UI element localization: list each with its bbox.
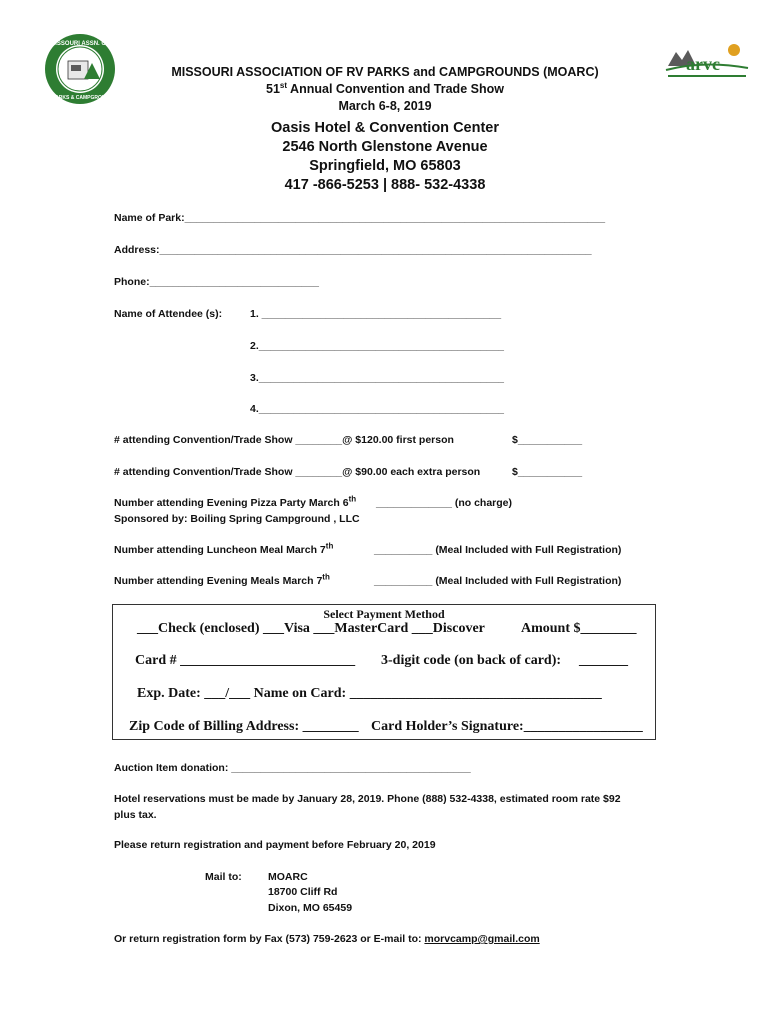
mail-address-line2: 18700 Cliff Rd [268,886,338,898]
security-code-label: 3-digit code (on back of card): [381,653,562,668]
return-deadline: Please return registration and payment before February 20, 2019 [114,839,436,851]
first-person-amount-field[interactable]: $___________ [512,434,583,446]
extra-person-count-field[interactable]: # attending Convention/Trade Show ________@ $90.00 each extra person [114,466,481,478]
pizza-party-label: Number attending Evening Pizza Party March 6th [114,494,357,509]
svg-text:RV PARKS & CAMPGROUNDS: RV PARKS & CAMPGROUNDS [44,95,116,101]
extra-person-amount-field[interactable]: $___________ [512,466,583,478]
venue-street: 2546 North Glenstone Avenue [282,139,488,155]
form-header [0,64,770,195]
venue-name: Oasis Hotel & Convention Center [270,120,499,136]
hotel-notice-line1: Hotel reservations must be made by January 28, 2019. Phone (888) 532-4338, estimated room rate $92 [114,793,621,805]
payment-method-options[interactable]: ___Check (enclosed) ___Visa ___MasterCard ___Discover [137,621,485,636]
evening-meals-label: Number attending Evening Meals March 7th [114,572,330,587]
pizza-party-field[interactable]: _____________ (no charge) [376,497,513,509]
park-name-field[interactable]: Name of Park:________________________________________________________________________ [114,212,606,224]
email-link[interactable]: morvcamp@gmail.com [424,933,540,945]
attendee-label: Name of Attendee (s): [114,308,223,320]
security-code-field[interactable]: _______ [579,653,628,668]
attendee-1-field[interactable]: 1. _________________________________________ [250,308,502,320]
svg-text:MISSOURI ASSN. OF: MISSOURI ASSN. OF [50,41,110,47]
amount-field[interactable]: Amount $________ [521,621,637,636]
mail-to-label: Mail to: [205,871,242,883]
attendee-3-field[interactable]: 3.__________________________________________ [250,372,505,384]
mail-address-line1: MOARC [268,871,308,883]
mail-address-line3: Dixon, MO 65459 [268,902,353,914]
pizza-sponsor: Sponsored by: Boiling Spring Campground , LLC [114,513,360,525]
billing-zip-field[interactable]: Zip Code of Billing Address: ________ [129,719,359,734]
venue-phone: 417 -866-5253 | 888- 532-4338 [284,177,486,193]
address-field[interactable]: Address:__________________________________________________________________________ [114,244,592,256]
phone-field[interactable]: Phone:_____________________________ [114,276,319,288]
luncheon-label: Number attending Luncheon Meal March 7th [114,541,334,556]
fax-email-text: Or return registration form by Fax (573) 759-2623 or E-mail to: [114,933,425,945]
luncheon-field[interactable]: __________ (Meal Included with Full Registration) [374,544,622,556]
auction-donation-field[interactable]: Auction Item donation: _________________________________________ [114,762,471,774]
attendee-4-field[interactable]: 4.__________________________________________ [250,403,505,415]
expiry-and-name-field[interactable]: Exp. Date: ___/___ Name on Card: ____________________________________ [137,686,602,701]
hotel-notice-line2: plus tax. [114,809,157,821]
evening-meals-field[interactable]: __________ (Meal Included with Full Registration) [374,575,622,587]
association-name: MISSOURI ASSOCIATION OF RV PARKS and CAMPGROUNDS (MOARC) [171,65,599,79]
svg-text:arvc: arvc [686,54,720,74]
card-number-field[interactable]: Card # _________________________ [135,653,356,668]
venue-city: Springfield, MO 65803 [309,158,461,174]
payment-title: Select Payment Method [323,607,445,621]
convention-title: 51st Annual Convention and Trade Show [266,80,504,96]
fax-email-line [114,933,540,945]
first-person-count-field[interactable]: # attending Convention/Trade Show ________@ $120.00 first person [114,434,454,446]
payment-method-box [112,604,656,740]
convention-dates: March 6-8, 2019 [338,99,432,113]
signature-field[interactable]: Card Holder’s Signature:_________________ [371,719,643,734]
attendee-2-field[interactable]: 2.__________________________________________ [250,340,505,352]
